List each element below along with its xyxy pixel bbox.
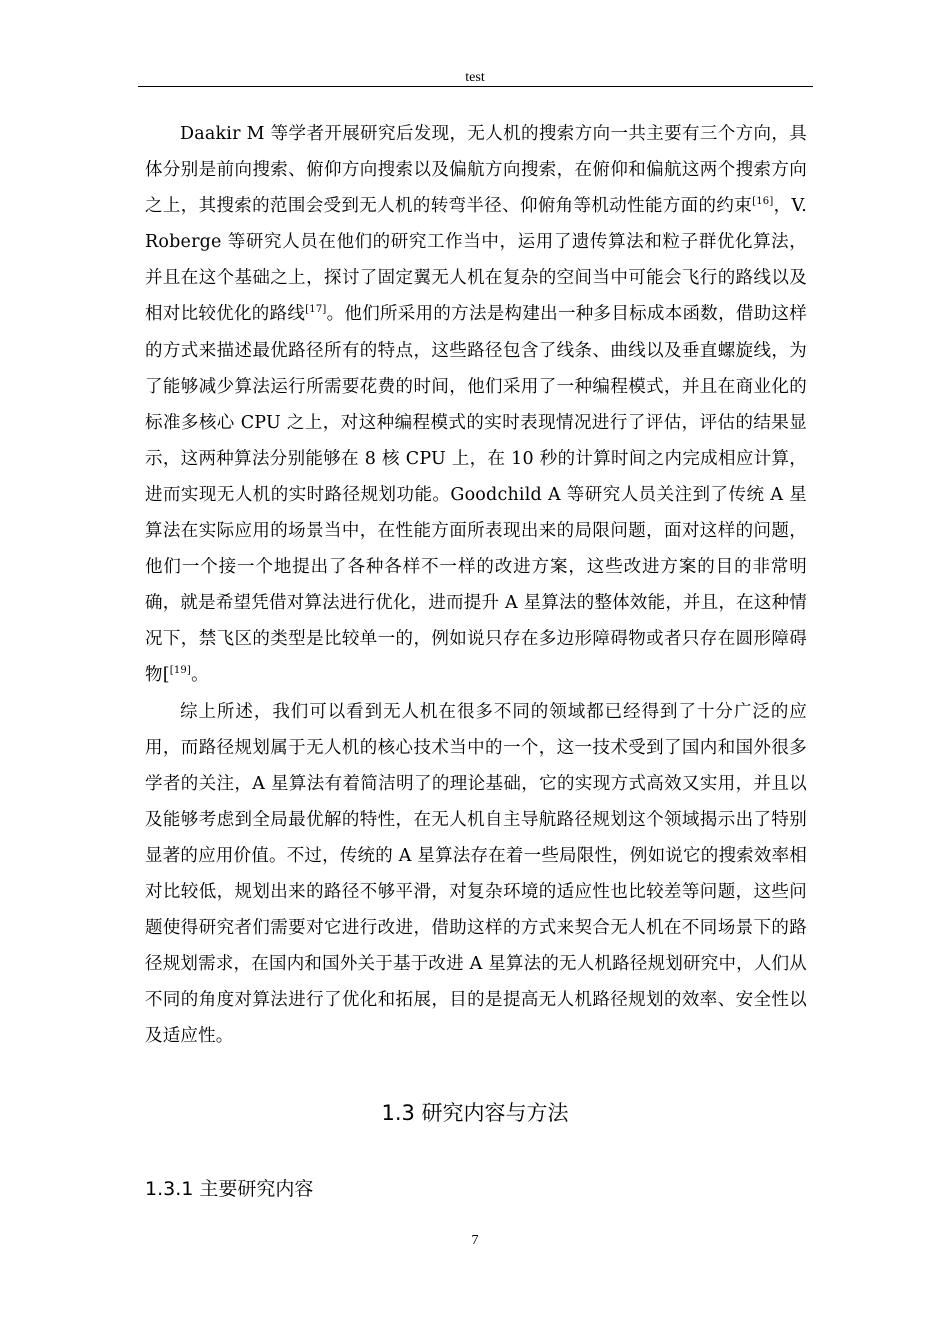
- citation-16: [16]: [752, 196, 774, 208]
- header-divider: [138, 86, 813, 87]
- paragraph-1-text-b: ，V. Roberge 等研究人员在他们的研究工作当中，运用了遗传算法和粒子群优化算法，并且在这个基础之上，探讨了固定翼无人机在复杂的空间当中可能会飞行的路线以及相对比较优化的路线: [145, 196, 807, 325]
- header-title: test: [465, 70, 485, 85]
- citation-17: [17]: [305, 304, 327, 316]
- paragraph-1-text-a: Daakir M 等学者开展研究后发现，无人机的搜索方向一共主要有三个方向，具体分别是前向搜索、俯仰方向搜索以及偏航方向搜索，在俯仰和偏航这两个搜索方向之上，其搜索的范围会受到无人机的转弯半径、仰俯角等机动性能方面的约束: [145, 124, 807, 217]
- paragraph-1: [145, 116, 807, 694]
- page-number: 7: [471, 1233, 479, 1248]
- paragraph-1-text-c: 。他们所采用的方法是构建出一种多目标成本函数，借助这样的方式来描述最优路径所有的特点，这些路径包含了线条、曲线以及垂直螺旋线，为了能够减少算法运行所需要花费的时间，他们采用了一种编程模式，并且在商业化的标准多核心 CPU 之上，对这种编程模式的实时表现情况进行了评估，评估的结果显示，这两种算法分别能够在 8 核 CPU 上，在 10 秒的计算时间之内完成相应计算，进而实现无人机的实时路径规划功能。Goodchild A 等研究人员关注到了传统 A 星算法在实际应用的场景当中，在性能方面所表现出来的局限问题，面对这样的问题，他们一个接一个地提出了各种各样不一样的改进方案，这些改进方案的目的非常明确，就是希望凭借对算法进行优化，进而提升 A 星算法的整体效能，并且，在这种情况下，禁飞区的类型是比较单一的，例如说只存在多边形障碍物或者只存在圆形障碍物[: [145, 304, 807, 686]
- paragraph-2: 综上所述，我们可以看到无人机在很多不同的领域都已经得到了十分广泛的应用，而路径规划属于无人机的核心技术当中的一个，这一技术受到了国内和国外很多学者的关注，A 星算法有着简洁明了的理论基础，它的实现方式高效又实用，并且以及能够考虑到全局最优解的特性，在无人机自主导航路径规划这个领域揭示出了特别显著的应用价值。不过，传统的 A 星算法存在着一些局限性，例如说它的搜索效率相对比较低，规划出来的路径不够平滑，对复杂环境的适应性也比较差等问题，这些问题使得研究者们需要对它进行改进，借助这样的方式来契合无人机在不同场景下的路径规划需求，在国内和国外关于基于改进 A 星算法的无人机路径规划研究中，人们从不同的角度对算法进行了优化和拓展，目的是提高无人机路径规划的效率、安全性以及适应性。: [145, 701, 807, 1047]
- body-text: [145, 116, 807, 1054]
- section-heading: 1.3 研究内容与方法: [381, 1101, 569, 1125]
- subsection-heading: 1.3.1 主要研究内容: [145, 1178, 314, 1200]
- citation-19: [19]: [169, 665, 192, 677]
- paragraph-1-text-d: 。: [191, 665, 209, 686]
